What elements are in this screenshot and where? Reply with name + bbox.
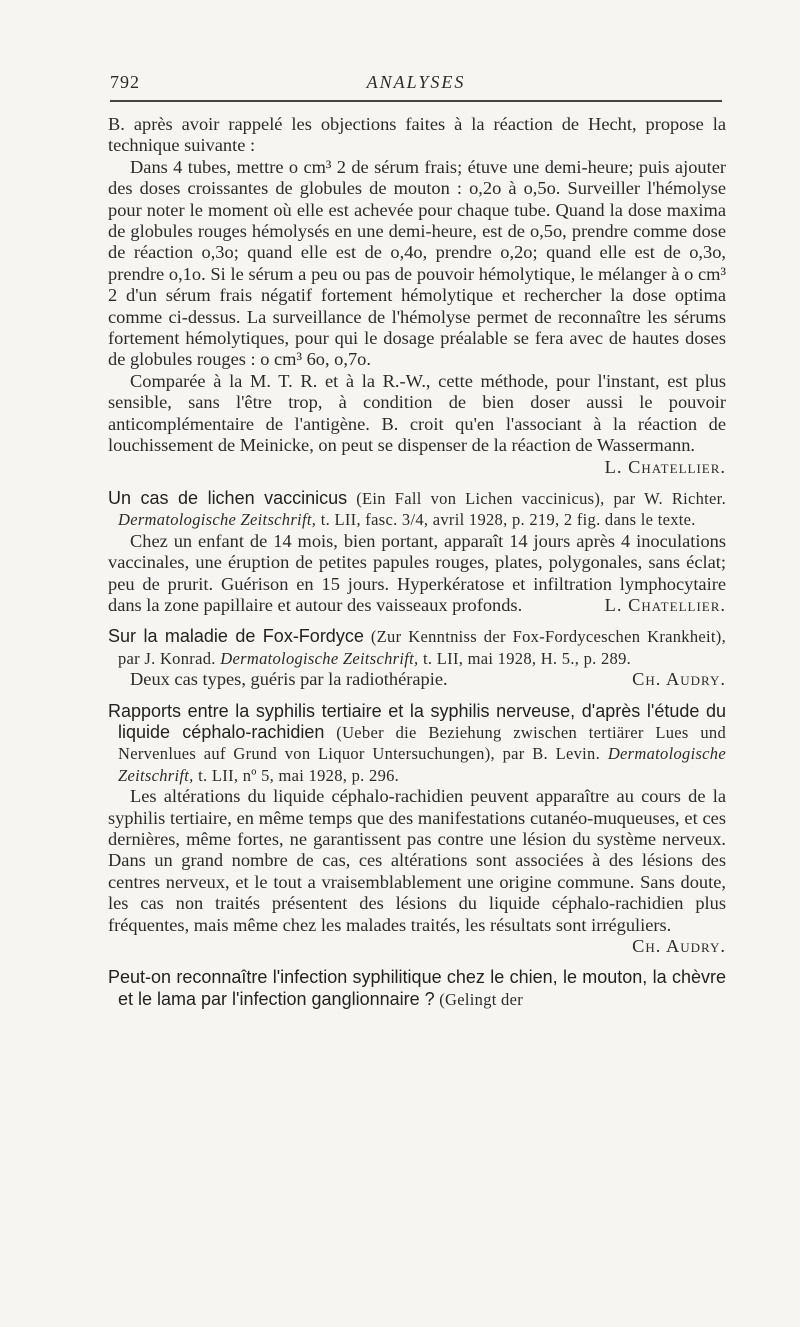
article-reference: (Ueber die Beziehung zwischen tertiärer Lues und Nervenlues auf Grund von Liquor Untersuchungen), par B. Levin. <box>118 722 726 764</box>
article-body-text: Les altérations du liquide céphalo-rachidien peuvent apparaître au cours de la syphilis tertiaire, en même temps que des manifestations cutanéo-muqueuses, et ces dernières, même fortes, ne garantissent pas contre une lésion du système nerveux. Dans un grand nombre de cas, ces altérations sont associées à des lésions des centres nerveux, et le tout a vraisemblablement une origine commune. Sans doute, les cas non traités présentent des lésions du liquide céphalo-rachidien plus fréquentes, mais même chez les malades traités, les résultats sont irréguliers. <box>108 786 726 935</box>
article-heading <box>108 701 726 787</box>
paragraph: Dans 4 tubes, mettre o cm³ 2 de sérum frais; étuve une demi-heure; puis ajouter des doses croissantes de globules de mouton : o,2o à o,5o. Surveiller l'hémolyse pour noter le moment où elle est achevée pour chaque tube. Quand la dose maxima de globules rouges hémolysés en une demi-heure, est de o,5o, prendre comme dose de réaction o,3o; quand elle est de o,4o, prendre o,2o; quand elle est de o,3o, prendre o,1o. Si le sérum a peu ou pas de pouvoir hémolytique, le mélanger à o cm³ 2 d'un sérum frais négatif fortement hémolytique et rechercher la dose optima comme ci-dessus. La surveillance de l'hémolyse permet de reconnaître les sérums fortement hémolytiques, pour qui le dosage préalable se fera avec de hautes doses de globules rouges : o cm³ 6o, o,7o. <box>108 156 726 370</box>
author-signature: L. Chatellier. <box>604 456 726 477</box>
article-title: Peut-on reconnaître l'infection syphilitique chez le chien, le mouton, la chèvre et le lama par l'infection ganglionnaire ? <box>108 967 726 1009</box>
article-reference: (Zur Kenntniss der Fox-Fordyceschen Krankheit), par J. Konrad. <box>118 627 726 668</box>
article-heading <box>108 967 726 1010</box>
article-title: Sur la maladie de Fox-Fordyce <box>108 626 364 647</box>
page-header <box>110 70 722 102</box>
article-syphilis-tertiaire <box>108 701 726 958</box>
article-body <box>108 669 726 690</box>
author-signature: Ch. Audry. <box>632 936 726 957</box>
article-body <box>108 531 726 617</box>
journal-name: Dermatologische Zeitschrift, <box>118 744 726 785</box>
journal-name: Dermatologische Zeitschrift, <box>118 510 317 530</box>
page-number: 792 <box>110 72 140 92</box>
article-heading <box>108 626 726 669</box>
paragraph: B. après avoir rappelé les objections faites à la réaction de Hecht, propose la technique suivante : <box>108 114 726 156</box>
author-signature: Ch. Audry. <box>632 669 726 690</box>
article-citation: t. LII, mai 1928, H. 5., p. 289. <box>423 648 632 668</box>
article-body-text: Chez un enfant de 14 mois, bien portant, apparaît 14 jours après 4 inoculations vaccinales, une éruption de petites papules rouges, plates, polygonales, sans éclat; peu de prurit. Guérison en 15 jours. Hyperkératose et infiltration lymphocytaire dans la zone papillaire et autour des vaisseaux profonds. <box>108 530 726 615</box>
running-head: ANALYSES <box>366 72 466 92</box>
page-content <box>108 114 726 1010</box>
article-fox-fordyce <box>108 626 726 690</box>
article-title: Rapports entre la syphilis tertiaire et la syphilis nerveuse, d'après l'étude du liquide céphalo-rachidien <box>108 700 726 742</box>
article-body <box>108 786 726 957</box>
article-body-text: Deux cas types, guéris par la radiothérapie. <box>130 669 448 690</box>
article-lichen-vaccinicus <box>108 488 726 616</box>
article-citation: t. LII, nº 5, mai 1928, p. 296. <box>198 765 400 785</box>
journal-name: Dermatologische Zeitschrift, <box>220 648 419 668</box>
article-citation: t. LII, fasc. 3/4, avril 1928, p. 219, 2 fig. dans le texte. <box>320 510 696 530</box>
author-signature: L. Chatellier. <box>604 594 726 615</box>
paragraph-with-signature <box>108 371 726 478</box>
paragraph-text: Comparée à la M. T. R. et à la R.-W., cette méthode, pour l'instant, est plus sensible, sans l'être trop, à condition de bien doser aussi le pouvoir anticomplémentaire de l'antigène. B. croit qu'en l'associant à la réaction de louchissement de Meinicke, on peut se dispenser de la réaction de Wassermann. <box>108 370 726 456</box>
article-reference: (Gelingt der <box>439 989 524 1009</box>
article-infection-animaux <box>108 967 726 1010</box>
article-heading <box>108 488 726 531</box>
article-title: Un cas de lichen vaccinicus <box>108 487 348 508</box>
article-reference: (Ein Fall von Lichen vaccinicus), par W. Richter. <box>356 488 726 508</box>
